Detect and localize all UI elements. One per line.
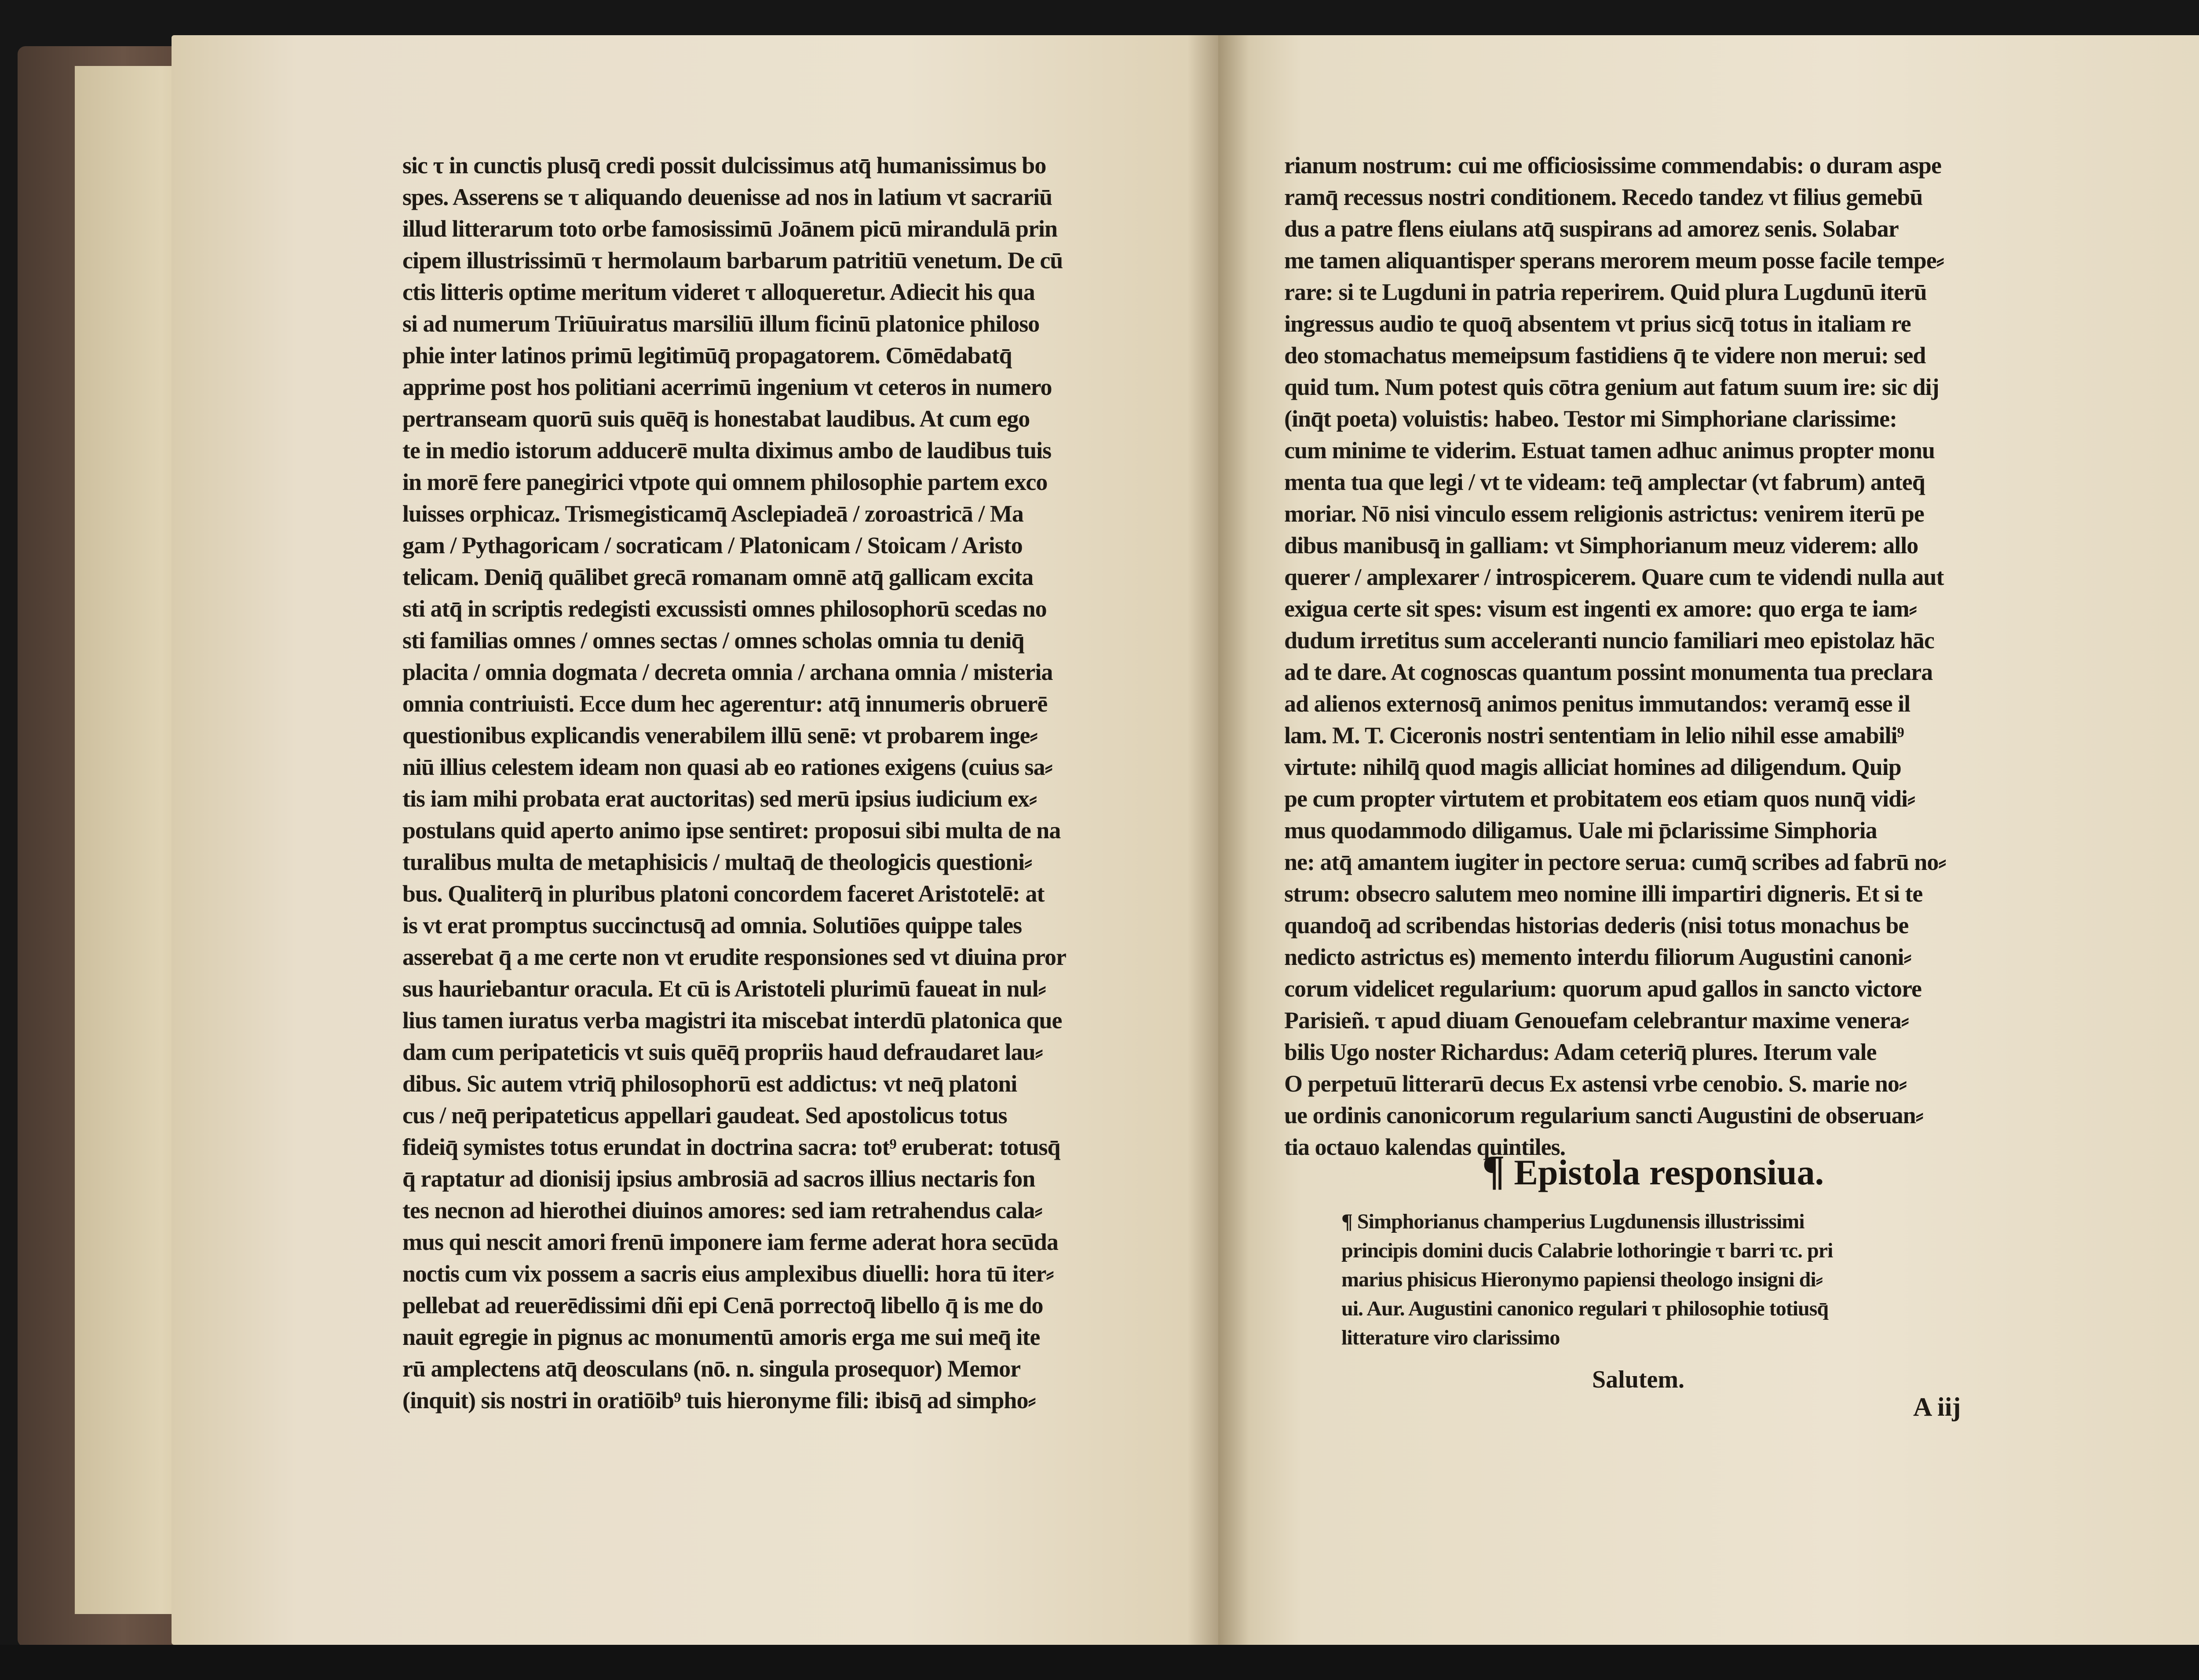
text-line: cipem illustrissimū τ hermolaum barbarum patritiū venetum. De cū (402, 247, 1063, 274)
text-line: dibus manibusq̄ in galliam: vt Simphorianum meuz viderem: allo (1284, 532, 1918, 559)
text-line: pe cum propter virtutem et probitatem eos etiam quos nunq̄ vidi⸗ (1284, 785, 1915, 812)
text-line: nauit egregie in pignus ac monumentū amoris erga me sui meq̄ ite (402, 1324, 1040, 1350)
text-line: pellebat ad reuerēdissimi dñi epi Cenā porrectoq̄ libello q̄ is me do (402, 1292, 1043, 1318)
text-line: apprime post hos politiani acerrimū ingenium vt ceteros in numero (402, 374, 1052, 400)
signature-mark: A iij (1913, 1392, 1961, 1421)
text-line: gam / Pythagoricam / socraticam / Platonicam / Stoicam / Aristo (402, 532, 1023, 559)
text-line: spes. Asserens se τ aliquando deuenisse ad nos in latium vt sacrariū (402, 184, 1052, 210)
text-line: bilis Ugo noster Richardus: Adam ceteriq̄ plures. Iterum vale (1284, 1039, 1877, 1065)
text-line: dibus. Sic autem vtriq̄ philosophorū est addictus: vt neq̄ platoni (402, 1070, 1017, 1097)
text-line: marius phisicus Hieronymo papiensi theologo insigni di⸗ (1341, 1268, 1823, 1291)
text-line: virtute: nihilq̄ quod magis alliciat homines ad diligendum. Quip (1284, 754, 1901, 780)
text-line: (inq̄t poeta) voluistis: habeo. Testor mi Simphoriane clarissime: (1284, 405, 1897, 432)
epistola-heading (1482, 1146, 1824, 1194)
text-line: ui. Aur. Augustini canonico regulari τ philosophie totiusq̄ (1341, 1297, 1829, 1320)
text-line: strum: obsecro salutem meo nomine illi impartiri digneris. Et si te (1284, 880, 1923, 907)
text-line: pertranseam quorū suis quēq̄ is honestabat laudibus. At cum ego (402, 405, 1030, 432)
text-line: nedicto astrictus es) memento interdu filiorum Augustini canoni⸗ (1284, 944, 1911, 970)
left-page-text (402, 150, 1185, 1416)
text-line: te in medio istorum adducerē multa diximus ambo de laudibus tuis (402, 437, 1052, 464)
text-line: ¶ Simphorianus champerius Lugdunensis illustrissimi (1341, 1210, 1804, 1233)
text-line: in morē fere panegirici vtpote qui omnem philosophie partem exco (402, 469, 1048, 495)
salutation: Salutem. (1592, 1366, 1684, 1393)
text-line: lius tamen iuratus verba magistri ita miscebat interdū platonica que (402, 1007, 1062, 1034)
text-line: dam cum peripateticis vt suis quēq̄ propriis haud defraudaret lau⸗ (402, 1039, 1043, 1065)
text-line: ad alienos externosq̄ animos penitus immutandos: veramq̄ esse il (1284, 690, 1910, 717)
text-line: is vt erat promptus succinctusq̄ ad omnia. Solutiōes quippe tales (402, 912, 1022, 939)
text-line: luisses orphicaz. Trismegisticamq̄ Asclepiadeā / zoroastricā / Ma (402, 500, 1023, 527)
text-line: lam. M. T. Ciceronis nostri sententiam in lelio nihil esse amabili⁹ (1284, 722, 1904, 749)
text-line: ue ordinis canonicorum regularium sancti Augustini de obseruan⸗ (1284, 1102, 1923, 1129)
heading-text: Epistola responsiua. (1514, 1152, 1824, 1192)
text-line: mus qui nescit amori frenū imponere iam ferme aderat hora secūda (402, 1229, 1058, 1255)
text-line: postulans quid aperto animo ipse sentiret: proposui sibi multa de na (402, 817, 1061, 844)
text-line: si ad numerum Triūuiratus marsiliū illum ficinū platonice philoso (402, 310, 1040, 337)
text-line: cus / neq̄ peripateticus appellari gaudeat. Sed apostolicus totus (402, 1102, 1007, 1129)
text-line: ne: atq̄ amantem iugiter in pectore serua: cumq̄ scribes ad fabrū no⸗ (1284, 849, 1946, 875)
text-line: mus quodammodo diligamus. Uale mi p̄clarissime Simphoria (1284, 817, 1877, 844)
text-line: (inquit) sis nostri in oratiōib⁹ tuis hieronyme fili: ibisq̄ ad simpho⸗ (402, 1387, 1036, 1413)
text-line: telicam. Deniq̄ quālibet grecā romanam omnē atq̄ gallicam excita (402, 564, 1034, 590)
book-gutter (1187, 35, 1249, 1645)
text-line: quandoq̄ ad scribendas historias dederis (nisi totus monachus be (1284, 912, 1909, 939)
text-line: principis domini ducis Calabrie lothoringie τ barri τc. pri (1341, 1239, 1833, 1262)
text-line: moriar. Nō nisi vinculo essem religionis astrictus: venirem iterū pe (1284, 500, 1924, 527)
text-line: rianum nostrum: cui me officiosissime commendabis: o duram aspe (1284, 152, 1941, 179)
text-line: questionibus explicandis venerabilem illū senē: vt probarem inge⸗ (402, 722, 1037, 749)
text-line: quid tum. Num potest quis cōtra genium aut fatum suum ire: sic dij (1284, 374, 1939, 400)
text-line: rare: si te Lugduni in patria reperirem. Quid plura Lugdunū iterū (1284, 279, 1927, 305)
text-line: sus hauriebantur oracula. Et cū is Aristoteli plurimū faueat in nul⸗ (402, 975, 1046, 1002)
text-line: ad te dare. At cognoscas quantum possint monumenta tua preclara (1284, 659, 1933, 685)
right-page-text (1284, 150, 2063, 1163)
text-line: tia octauo kalendas quintiles. (1284, 1134, 1566, 1160)
text-line: niū illius celestem ideam non quasi ab eo rationes exigens (cuius sa⸗ (402, 754, 1052, 780)
text-line: querer / amplexarer / introspicerem. Quare cum te videndi nulla aut (1284, 564, 1944, 590)
text-line: illud litterarum toto orbe famosissimū Joānem picū mirandulā prin (402, 215, 1058, 242)
text-line: noctis cum vix possem a sacris eius amplexibus diuelli: hora tū iter⸗ (402, 1260, 1054, 1287)
text-line: sti atq̄ in scriptis redegisti excussisti omnes philosophorū scedas no (402, 595, 1047, 622)
text-line: asserebat q̄ a me certe non vt erudite responsiones sed vt diuina pror (402, 944, 1066, 970)
text-line: sic τ in cunctis plusq̄ credi possit dulcissimus atq̄ humanissimus bo (402, 152, 1046, 179)
text-line: menta tua que legi / vt te videam: teq̄ amplectar (vt fabrum) anteq̄ (1284, 469, 1925, 495)
text-line: litterature viro clarissimo (1341, 1326, 1560, 1349)
text-line: rū amplectens atq̄ deosculans (nō. n. singula prosequor) Memor (402, 1355, 1021, 1382)
text-line: me tamen aliquantisper sperans merorem meum posse facile tempe⸗ (1284, 247, 1944, 274)
bottom-shadow (0, 1645, 2199, 1680)
pilcrow-mark: ¶ (1482, 1147, 1505, 1194)
text-line: tis iam mihi probata erat auctoritas) sed merū ipsius iudicium ex⸗ (402, 785, 1037, 812)
text-line: fideiq̄ symistes totus erundat in doctrina sacra: tot⁹ eruberat: totusq̄ (402, 1134, 1060, 1160)
text-line: ramq̄ recessus nostri conditionem. Recedo tandez vt filius gemebū (1284, 184, 1923, 210)
text-line: dus a patre flens eiulans atq̄ suspirans ad amorez senis. Solabar (1284, 215, 1899, 242)
text-line: exigua certe sit spes: visum est ingenti ex amore: quo erga te iam⸗ (1284, 595, 1917, 622)
text-line: cum minime te viderim. Estuat tamen adhuc animus propter monu (1284, 437, 1935, 464)
text-line: omnia contriuisti. Ecce dum hec agerentur: atq̄ innumeris obruerē (402, 690, 1048, 717)
text-line: bus. Qualiterq̄ in pluribus platoni concordem faceret Aristotelē: at (402, 880, 1045, 907)
text-line: tes necnon ad hierothei diuinos amores: sed iam retrahendus cala⸗ (402, 1197, 1042, 1223)
text-line: turalibus multa de metaphisicis / multaq̄ de theologicis questioni⸗ (402, 849, 1032, 875)
text-line: O perpetuū litterarū decus Ex astensi vrbe cenobio. S. marie no⸗ (1284, 1070, 1907, 1097)
text-line: ctis litteris optime meritum videret τ alloqueretur. Adiecit his qua (402, 279, 1035, 305)
text-line: deo stomachatus memeipsum fastidiens q̄ te videre non merui: sed (1284, 342, 1926, 369)
text-line: corum videlicet regularium: quorum apud gallos in sancto victore (1284, 975, 1921, 1002)
text-line: Parisieñ. τ apud diuam Genouefam celebrantur maxime venera⸗ (1284, 1007, 1909, 1034)
text-line: phie inter latinos primū legitimūq̄ propagatorem. Cōmēdabatq̄ (402, 342, 1012, 369)
text-line: dudum irretitus sum acceleranti nuncio familiari meo epistolaz hāc (1284, 627, 1934, 654)
text-line: ingressus audio te quoq̄ absentem vt prius sicq̄ totus in italiam re (1284, 310, 1911, 337)
address-block (1341, 1207, 2063, 1352)
text-line: q̄ raptatur ad dionisij ipsius ambrosiā ad sacros illius nectaris fon (402, 1165, 1035, 1192)
text-line: placita / omnia dogmata / decreta omnia / archana omnia / misteria (402, 659, 1053, 685)
text-line: sti familias omnes / omnes sectas / omnes scholas omnia tu deniq̄ (402, 627, 1024, 654)
